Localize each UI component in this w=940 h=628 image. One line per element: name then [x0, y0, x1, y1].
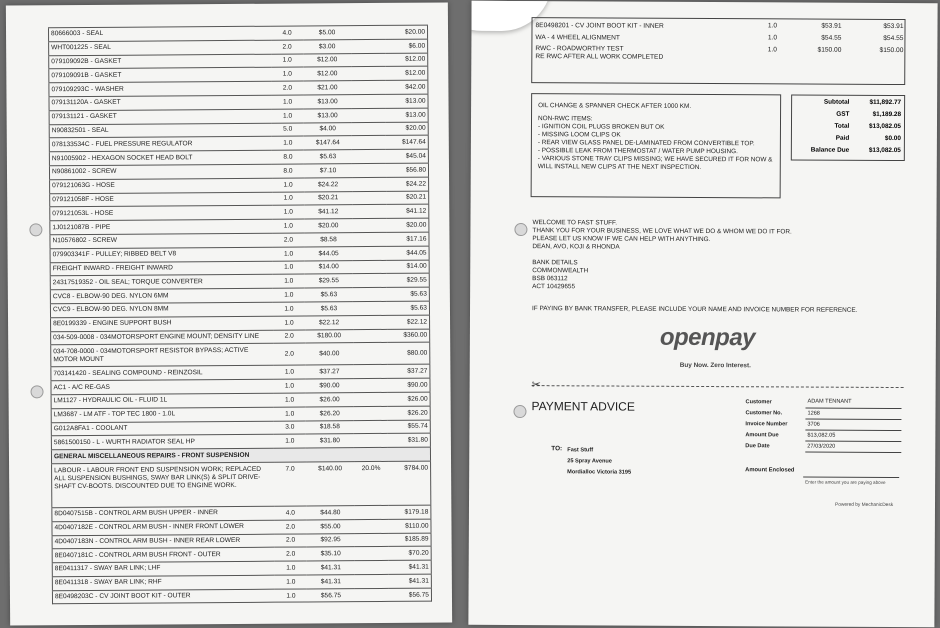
address-line: Fast Stuff — [567, 447, 594, 454]
item-total: $41.31 — [389, 574, 432, 588]
item-qty: 1.0 — [273, 288, 305, 302]
advice-row — [743, 440, 901, 452]
item-discount — [353, 246, 387, 260]
item-qty: 2.0 — [275, 533, 307, 547]
item-qty: 1.0 — [275, 589, 307, 603]
item-discount — [353, 274, 387, 288]
item-total: $41.12 — [386, 204, 429, 218]
item-qty: 1.0 — [273, 247, 305, 261]
item-discount — [351, 67, 385, 81]
item-discount — [352, 136, 386, 150]
item-total: $360.00 — [387, 329, 430, 343]
item-price: $4.00 — [304, 122, 352, 136]
item-discount — [352, 177, 386, 191]
advice-value: $13,082.05 — [805, 430, 901, 442]
item-qty: 1.0 — [272, 219, 304, 233]
item-discount — [353, 288, 387, 302]
item-total: $150.00 — [879, 46, 904, 55]
item-qty: 2.0 — [273, 330, 305, 344]
item-description: 079903341F - PULLEY; RIBBED BELT V8 — [50, 247, 273, 262]
item-description: 24317519352 - OIL SEAL; TORQUE CONVERTER — [50, 275, 273, 290]
address-line: Mordialloc Victoria 3195 — [567, 469, 632, 476]
item-total: $12.00 — [385, 53, 428, 67]
notes-box — [531, 93, 782, 198]
item-description: 034-509-0008 - 034MOTORSPORT ENGINE MOUNT; DENSITY LINE — [51, 330, 274, 345]
item-description: 079121058F - HOSE — [50, 192, 273, 207]
item-qty: 1.0 — [275, 561, 307, 575]
item-total: $20.00 — [385, 25, 428, 39]
item-total: $45.04 — [386, 149, 429, 163]
item-price: $22.12 — [305, 315, 353, 329]
item-price: $140.00 — [306, 462, 354, 506]
item-discount — [352, 163, 386, 177]
item-qty: 1.0 — [272, 178, 304, 192]
item-description: RWC - ROADWORTHY TEST RE RWC AFTER ALL WORK COMPLETED — [535, 45, 664, 61]
openpay-tagline: Buy Now. Zero Interest. — [679, 361, 751, 370]
table-row — [51, 342, 430, 367]
item-price: $13.00 — [303, 95, 351, 109]
item-discount — [353, 365, 387, 379]
item-discount — [354, 420, 388, 434]
item-price: $7.10 — [304, 164, 352, 178]
item-description: 80666003 - SEAL — [48, 26, 271, 41]
item-price: $56.75 — [307, 588, 355, 602]
totals-value: $1,189.28 — [872, 110, 902, 118]
totals-row — [792, 119, 904, 132]
totals-row — [792, 131, 904, 144]
item-discount — [353, 329, 387, 343]
item-qty: 1.0 — [272, 192, 304, 206]
totals-row — [792, 107, 904, 120]
item-price: $21.00 — [303, 81, 351, 95]
item-price: $26.20 — [306, 406, 354, 420]
item-description: AC1 - A/C RE-GAS — [51, 379, 274, 394]
item-description: 4D0407182E - CONTROL ARM BUSH - INNER FRONT LOWER — [52, 520, 275, 535]
item-total: $56.75 — [389, 588, 432, 602]
item-description: 8E0199339 - ENGINE SUPPORT BUSH — [51, 316, 274, 331]
item-qty: 8.0 — [272, 150, 304, 164]
item-discount — [353, 379, 387, 393]
item-total: $41.31 — [389, 560, 432, 574]
advice-label: Amount Due — [745, 431, 779, 438]
item-description: 079109092B - GASKET — [49, 54, 272, 69]
welcome-line: WELCOME TO FAST STUFF. — [532, 219, 618, 227]
item-total: $26.20 — [388, 406, 431, 420]
item-qty: 2.0 — [271, 40, 303, 54]
bank-line: BSB 063112 — [532, 275, 568, 283]
item-total: $147.64 — [386, 135, 429, 149]
item-discount — [355, 560, 389, 574]
payment-advice-title: PAYMENT ADVICE — [531, 399, 635, 414]
item-total: $185.89 — [389, 533, 432, 547]
item-discount — [354, 392, 388, 406]
item-description: 703141420 - SEALING COMPOUND - REINZOSIL — [51, 366, 274, 381]
item-discount — [354, 434, 388, 448]
totals-value: $13,082.05 — [868, 146, 901, 154]
amount-enclosed-hint: Enter the amount you are paying above — [805, 479, 886, 485]
item-qty: 5.0 — [272, 123, 304, 137]
advice-label: Customer — [745, 398, 772, 405]
item-description: 8D0407515B - CONTROL ARM BUSH UPPER - INNER — [52, 506, 275, 521]
item-discount — [351, 53, 385, 67]
item-price: $180.00 — [305, 329, 353, 343]
remit-address — [567, 445, 631, 478]
item-description: LABOUR - LABOUR FRONT END SUSPENSION WORK; REPLACED ALL SUSPENSION BUSHINGS, SWAY BAR LINK(S) & SPLIT DRIVE-SHAFT CV-BOOTS. DISCOUNTED DUE TO ENGINE WORK. — [52, 462, 275, 508]
openpay-logo: openpay — [659, 323, 756, 352]
item-description: 1J0121087B - PIPE — [50, 219, 273, 234]
totals-row — [792, 95, 904, 108]
cut-line — [532, 385, 904, 388]
item-description: 5861500150 - L - WURTH RADIATOR SEAL HP — [51, 435, 274, 450]
item-discount — [353, 301, 387, 315]
item-price: $26.00 — [306, 393, 354, 407]
item-description: WA - 4 WHEEL ALIGNMENT — [535, 34, 620, 42]
item-price: $31.80 — [306, 434, 354, 448]
item-total: $179.18 — [388, 505, 431, 519]
powered-by: Powered by MechanicDesk — [834, 502, 894, 508]
item-total: $17.16 — [386, 232, 429, 246]
totals-value: $0.00 — [884, 134, 901, 142]
item-price: $54.55 — [821, 34, 842, 42]
amount-enclosed-line — [803, 477, 899, 479]
item-discount — [355, 574, 389, 588]
item-discount — [351, 94, 385, 108]
item-description: 034-708-0000 - 034MOTORSPORT RESISTOR BYPASS; ACTIVE MOTOR MOUNT — [51, 344, 274, 368]
bank-line: ACT 10429655 — [532, 283, 576, 291]
item-total: $31.80 — [388, 433, 431, 447]
totals-value: $11,892.77 — [869, 98, 902, 106]
to-label: TO: — [551, 445, 563, 453]
advice-value: 27/03/2020 — [805, 441, 901, 453]
amount-enclosed-label: Amount Enclosed — [745, 467, 795, 474]
item-total: $5.63 — [387, 301, 430, 315]
advice-value: 1268 — [805, 408, 901, 420]
item-qty: 1.0 — [767, 46, 777, 54]
note-line: NON-RWC ITEMS: — [538, 115, 593, 123]
advice-row — [744, 396, 902, 408]
item-total: $26.00 — [388, 392, 431, 406]
item-total: $5.63 — [387, 287, 430, 301]
advice-label: Customer No. — [745, 409, 783, 416]
item-total: $12.00 — [385, 66, 428, 80]
note-line: - REAR VIEW GLASS PANEL DE-LAMINATED FROM CONVERTIBLE TOP. — [537, 139, 755, 148]
item-price: $29.55 — [305, 274, 353, 288]
item-qty: 1.0 — [274, 407, 306, 421]
item-total: $784.00 — [388, 461, 431, 505]
item-total: $55.74 — [388, 420, 431, 434]
payment-advice-fields — [743, 396, 901, 452]
item-qty: 8.0 — [272, 164, 304, 178]
item-qty: 2.0 — [274, 520, 306, 534]
item-description: 8E0411317 - SWAY BAR LINK; LHF — [52, 561, 275, 576]
item-qty: 4.0 — [271, 26, 303, 40]
advice-label: Due Date — [745, 442, 770, 449]
item-total: $20.00 — [386, 218, 429, 232]
item-total: $13.00 — [385, 94, 428, 108]
totals-label: Total — [834, 122, 850, 130]
item-price: $20.00 — [304, 219, 352, 233]
item-qty: 1.0 — [274, 393, 306, 407]
advice-row — [743, 418, 901, 430]
item-total: $110.00 — [388, 519, 431, 533]
item-description: 8E0498203C - CV JOINT BOOT KIT - OUTER — [52, 589, 275, 604]
item-qty: 1.0 — [767, 34, 778, 42]
note-line: - POSSIBLE LEAK FROM THERMOSTAT / WATER PUMP HOUSING. — [537, 147, 738, 156]
item-price: $5.63 — [304, 150, 352, 164]
item-price: $44.05 — [305, 246, 353, 260]
item-description: 079131121 - GASKET — [49, 109, 272, 124]
item-price: $147.64 — [304, 136, 352, 150]
totals-label: GST — [836, 110, 850, 118]
item-discount — [354, 406, 388, 420]
item-discount — [351, 81, 385, 95]
table-row — [533, 44, 905, 64]
item-price: $14.00 — [305, 260, 353, 274]
item-price: $20.21 — [304, 191, 352, 205]
item-discount — [352, 122, 386, 136]
item-description: 079131120A - GASKET — [49, 95, 272, 110]
item-discount — [354, 505, 388, 519]
item-discount — [353, 260, 387, 274]
table-row — [52, 588, 431, 604]
advice-row — [743, 429, 901, 441]
item-discount — [352, 205, 386, 219]
item-total: $6.00 — [385, 39, 428, 53]
item-total: $20.00 — [386, 122, 429, 136]
item-price: $37.27 — [305, 365, 353, 379]
punch-hole — [514, 223, 527, 236]
item-qty: 2.0 — [275, 547, 307, 561]
item-discount — [353, 343, 387, 365]
item-description: WHT001225 - SEAL — [49, 40, 272, 55]
line-items-table-continued — [533, 20, 905, 64]
item-total: $44.05 — [387, 246, 430, 260]
item-description: CVC9 - ELBOW-90 DEG. NYLON 8MM — [50, 302, 273, 317]
item-description: 8E0407181C - CONTROL ARM BUSH FRONT - OUTER — [52, 547, 275, 562]
item-discount — [353, 315, 387, 329]
item-description: GENERAL MISCELLANEOUS REPAIRS - FRONT SUSPENSION — [51, 447, 430, 463]
item-description: 079121053L - HOSE — [50, 206, 273, 221]
punch-hole — [29, 223, 42, 236]
item-description: 079109091B - GASKET — [49, 68, 272, 83]
advice-label: Invoice Number — [745, 420, 788, 427]
item-qty: 1.0 — [273, 316, 305, 330]
advice-value: ADAM TENNANT — [806, 397, 902, 409]
item-qty: 1.0 — [272, 136, 304, 150]
item-price: $150.00 — [817, 46, 842, 54]
item-total: $37.27 — [387, 364, 430, 378]
line-items-table — [48, 25, 432, 605]
totals-value: $13,082.05 — [868, 122, 902, 130]
item-price: $53.91 — [821, 22, 842, 30]
totals-label: Subtotal — [823, 98, 850, 106]
bank-line: BANK DETAILS — [532, 259, 578, 267]
item-qty: 1.0 — [767, 22, 778, 30]
address-line: 25 Spray Avenue — [567, 458, 612, 465]
table-row — [52, 461, 431, 508]
item-discount — [351, 39, 385, 53]
item-description: LM1127 - HYDRAULIC OIL - FLUID 1L — [51, 393, 274, 408]
item-total: $80.00 — [387, 342, 430, 364]
item-total: $14.00 — [387, 260, 430, 274]
note-line: OIL CHANGE & SPANNER CHECK AFTER 1000 KM. — [538, 102, 692, 110]
item-qty: 2.0 — [271, 81, 303, 95]
item-price: $12.00 — [303, 67, 351, 81]
totals-label: Balance Due — [810, 146, 850, 154]
item-total: $90.00 — [387, 378, 430, 392]
item-description: LM3687 - LM ATF - TOP TEC 1800 - 1.0L — [51, 407, 274, 422]
item-qty: 1.0 — [273, 365, 305, 379]
item-discount — [355, 547, 389, 561]
note-line: - MISSING LOOM CLIPS OK — [537, 131, 621, 139]
totals-label: Paid — [835, 134, 850, 142]
advice-value: 3706 — [805, 419, 901, 431]
item-qty: 3.0 — [274, 420, 306, 434]
item-total: $22.12 — [387, 315, 430, 329]
item-qty: 1.0 — [271, 54, 303, 68]
item-description: N90861002 - SCREW — [49, 164, 272, 179]
item-description: 078133534C - FUEL PRESSURE REGULATOR — [49, 137, 272, 152]
item-total: $29.55 — [387, 273, 430, 287]
welcome-message — [532, 219, 791, 252]
item-description: 4D0407183N - CONTROL ARM BUSH - INNER REAR LOWER — [52, 534, 275, 549]
item-qty: 7.0 — [274, 462, 306, 506]
note-line: - VARIOUS STONE TRAY CLIPS MISSING; WE HAVE SECURED IT FOR NOW & WILL INSTALL NEW CLIPS AT THE NEXT INSPECTION. — [537, 155, 773, 171]
item-total: $56.80 — [386, 163, 429, 177]
item-price: $35.10 — [307, 547, 355, 561]
note-line: - IGNITION COIL PLUGS BROKEN BUT OK — [537, 123, 665, 131]
item-discount — [352, 108, 386, 122]
item-price: $5.63 — [305, 302, 353, 316]
item-price: $41.31 — [307, 561, 355, 575]
item-total: $24.22 — [386, 177, 429, 191]
totals-row — [792, 143, 904, 156]
invoice-page-left — [6, 2, 452, 625]
bank-line: COMMONWEALTH — [532, 267, 589, 275]
item-total: $20.21 — [386, 191, 429, 205]
item-description: N90832501 - SEAL — [49, 123, 272, 138]
totals-box — [791, 94, 905, 161]
item-price: $55.00 — [306, 519, 354, 533]
item-discount — [351, 25, 385, 39]
transfer-note: IF PAYING BY BANK TRANSFER, PLEASE INCLUDE YOUR NAME AND INVOICE NUMBER FOR REFERENCE. — [532, 305, 858, 314]
item-description: 8E0411318 - SWAY BAR LINK; RHF — [52, 575, 275, 590]
item-qty: 2.0 — [272, 233, 304, 247]
item-qty: 1.0 — [273, 261, 305, 275]
item-price: $41.12 — [304, 205, 352, 219]
item-discount — [355, 588, 389, 602]
item-description: CVC8 - ELBOW-90 DEG. NYLON 6MM — [50, 288, 273, 303]
item-total: $13.00 — [386, 108, 429, 122]
item-qty: 1.0 — [271, 95, 303, 109]
item-description: N91005902 - HEXAGON SOCKET HEAD BOLT — [49, 150, 272, 165]
item-qty: 1.0 — [275, 575, 307, 589]
advice-row — [743, 407, 901, 419]
item-price: $18.58 — [306, 420, 354, 434]
item-discount — [352, 191, 386, 205]
item-price: $5.63 — [305, 288, 353, 302]
item-price: $41.31 — [307, 575, 355, 589]
item-discount — [355, 533, 389, 547]
item-total: $53.91 — [883, 22, 904, 31]
punch-hole — [30, 385, 43, 398]
welcome-line: PLEASE LET US KNOW IF WE CAN HELP WITH ANYTHING. — [532, 235, 711, 244]
item-price: $90.00 — [305, 379, 353, 393]
item-discount — [352, 219, 386, 233]
item-discount — [352, 232, 386, 246]
item-description: 8E0498201 - CV JOINT BOOT KIT - INNER — [535, 22, 664, 30]
item-description: N10576802 - SCREW — [50, 233, 273, 248]
item-description: FREIGHT INWARD - FREIGHT INWARD — [50, 261, 273, 276]
item-total: $70.20 — [389, 546, 432, 560]
item-price: $24.22 — [304, 177, 352, 191]
item-discount — [352, 150, 386, 164]
item-qty: 1.0 — [272, 109, 304, 123]
scissors-icon: ✂ — [531, 379, 541, 392]
item-price: $12.00 — [303, 53, 351, 67]
item-discount: 20.0% — [354, 461, 388, 505]
punch-hole — [513, 405, 526, 418]
invoice-page-right — [468, 1, 937, 627]
item-price: $92.95 — [307, 533, 355, 547]
item-description: G012A8FA1 - COOLANT — [51, 421, 274, 436]
item-price: $8.58 — [304, 233, 352, 247]
item-qty: 4.0 — [274, 506, 306, 520]
item-qty: 1.0 — [273, 379, 305, 393]
item-price: $3.00 — [303, 39, 351, 53]
welcome-line: DEAN, AVO, KOJI & RHONDA — [532, 243, 620, 251]
item-qty: 1.0 — [273, 274, 305, 288]
item-price: $5.00 — [303, 26, 351, 40]
item-qty: 1.0 — [271, 67, 303, 81]
item-total: $42.00 — [385, 80, 428, 94]
item-discount — [354, 519, 388, 533]
item-qty: 1.0 — [272, 205, 304, 219]
item-qty: 1.0 — [274, 434, 306, 448]
item-description: 079121063G - HOSE — [50, 178, 273, 193]
bank-details — [532, 259, 588, 291]
item-qty: 2.0 — [273, 343, 305, 365]
item-price: $40.00 — [305, 343, 353, 365]
item-price: $44.80 — [306, 506, 354, 520]
welcome-line: THANK YOU FOR YOUR BUSINESS, WE LOVE WHAT WE DO & WHOM WE DO IT FOR. — [532, 227, 792, 236]
item-description: 079109293C - WASHER — [49, 81, 272, 96]
item-total: $54.55 — [883, 34, 904, 43]
item-qty: 1.0 — [273, 302, 305, 316]
item-price: $13.00 — [304, 108, 352, 122]
